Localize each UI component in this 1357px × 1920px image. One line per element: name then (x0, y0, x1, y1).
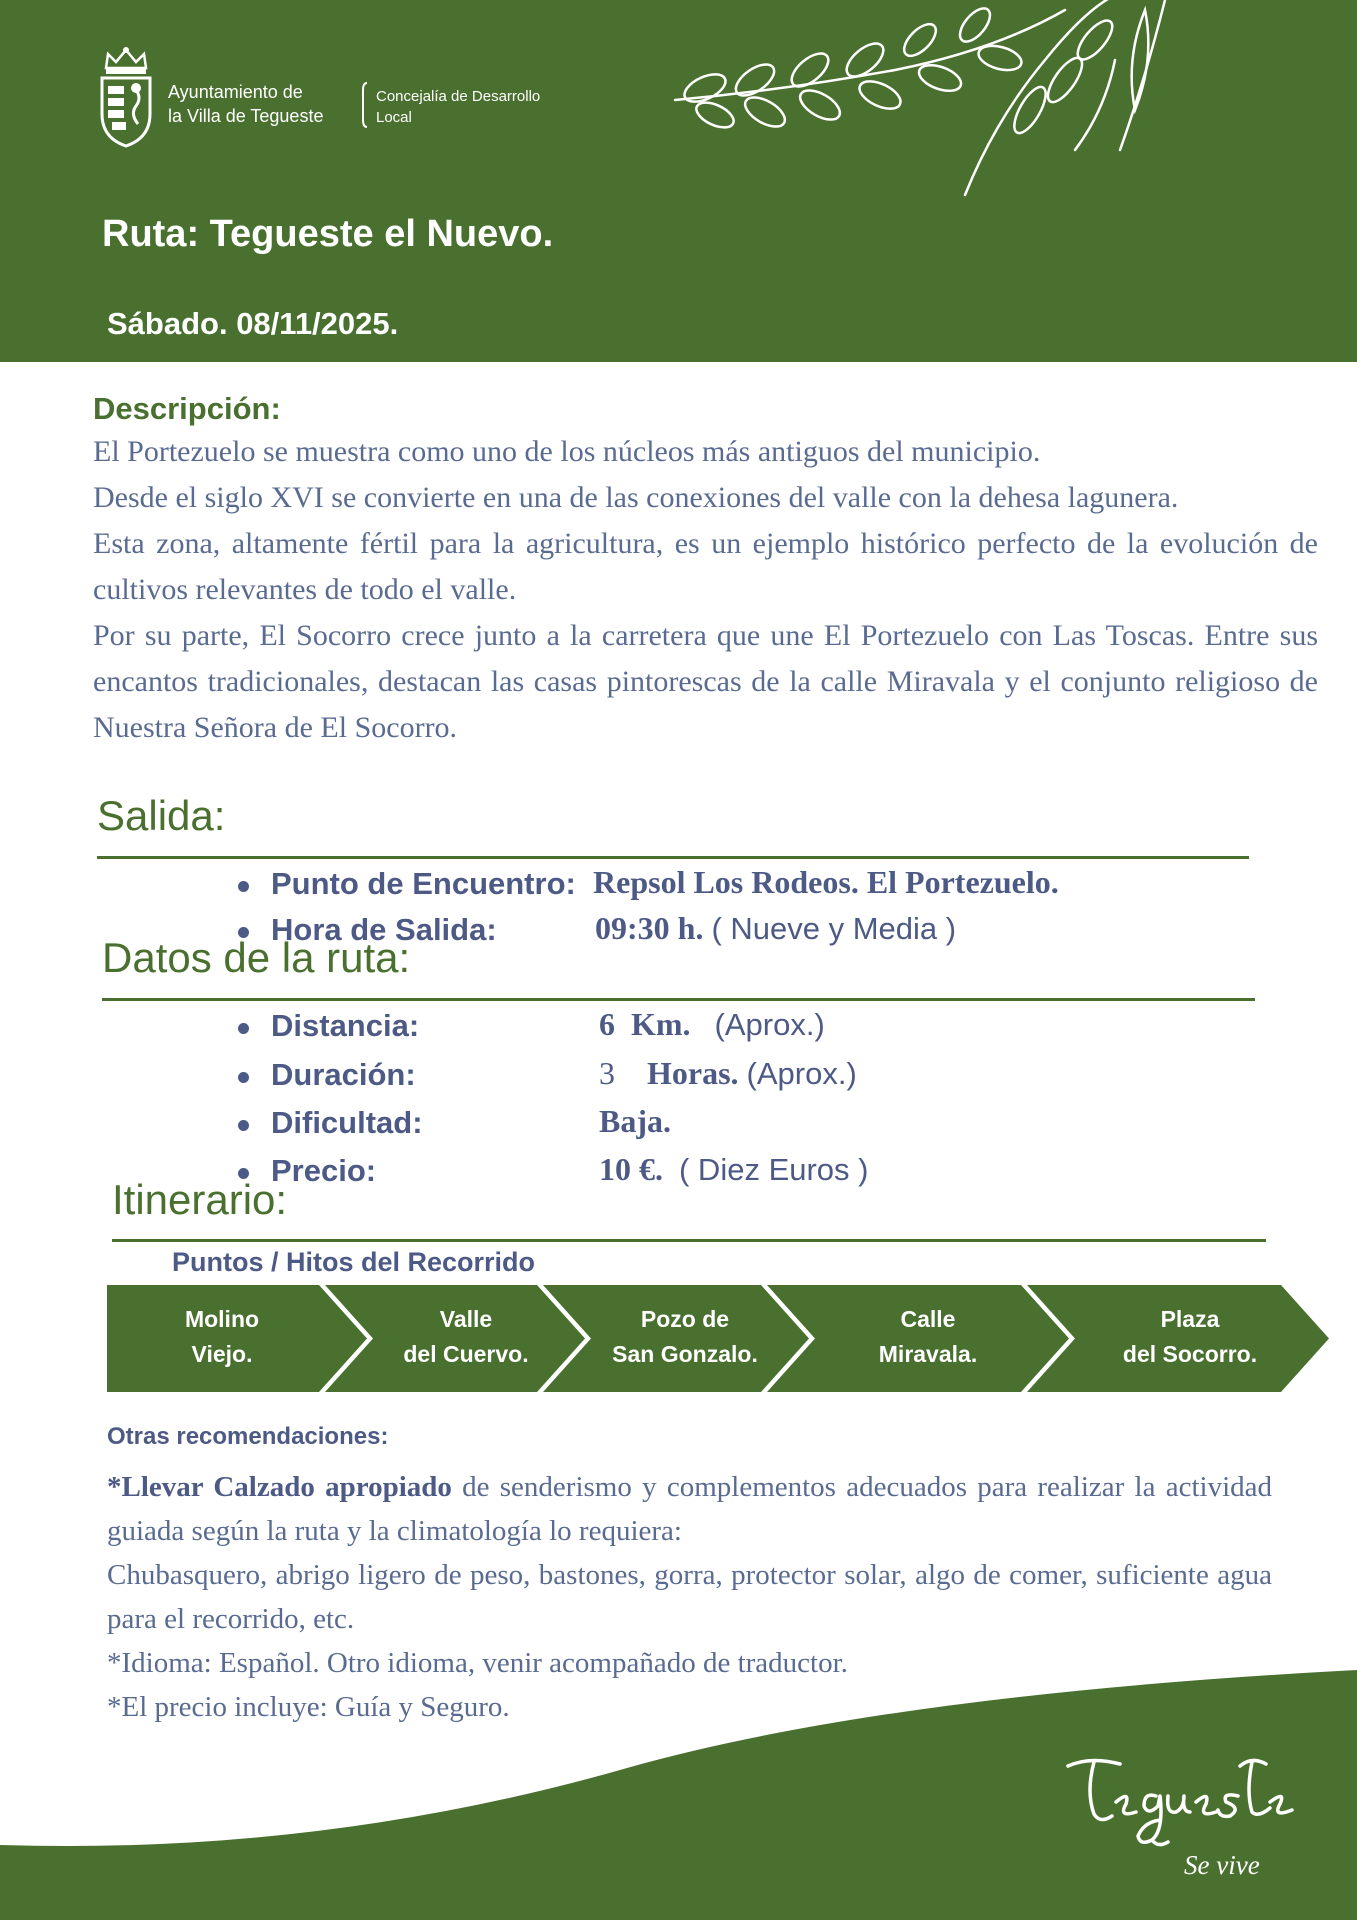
duration-number: 3 (599, 1055, 615, 1091)
coat-of-arms-icon (98, 46, 154, 148)
description-body (93, 429, 1318, 751)
stop-line1: Molino (184, 1306, 260, 1332)
distance-label: Distancia: (271, 1008, 420, 1043)
meeting-point-label: Punto de Encuentro: (271, 866, 576, 901)
price-note: ( Diez Euros ) (679, 1152, 869, 1187)
recommendation-language: *Idioma: Español. Otro idioma, venir acompañado de traductor. (107, 1647, 848, 1679)
price-label: Precio: (271, 1153, 377, 1188)
departure-time-label: Hora de Salida: (271, 912, 497, 947)
departure-time-text: 09:30 h. (595, 910, 704, 946)
stop-line1: Calle (900, 1306, 956, 1332)
stop-line2: del Cuervo. (403, 1341, 529, 1367)
description-paragraph: Desde el siglo XVI se convierte en una de las conexiones del valle con la dehesa lagunera. (93, 481, 1179, 514)
description-paragraph: El Portezuelo se muestra como uno de los núcleos más antiguos del municipio. (93, 435, 1041, 468)
dept-line2: Local (376, 109, 412, 126)
leaf-illustration-icon (665, 0, 1185, 205)
recommendations-heading: Otras recomendaciones: (107, 1423, 389, 1450)
salida-divider (97, 856, 1249, 859)
department-name (376, 86, 540, 128)
org-name-line2: la Villa de Tegueste (168, 106, 324, 126)
stop-line2: Viejo. (191, 1341, 253, 1367)
stop-line2: del Socorro. (1122, 1341, 1258, 1367)
stop-line2: San Gonzalo. (612, 1341, 758, 1367)
stop-line1: Valle (439, 1306, 493, 1332)
departure-time-value (595, 910, 956, 947)
stop-line1: Plaza (1160, 1306, 1220, 1332)
difficulty-value (599, 1103, 671, 1140)
brand-tagline: Se vive (1184, 1850, 1260, 1880)
distance-unit: Km. (631, 1006, 691, 1042)
itinerary-stop-1 (122, 1302, 322, 1372)
org-name-line1: Ayuntamiento de (168, 82, 303, 102)
bullet-icon (238, 1023, 249, 1034)
price-item (238, 1153, 938, 1193)
dept-line1: Concejalía de Desarrollo (376, 88, 541, 105)
tegueste-logo-icon (1060, 1752, 1300, 1852)
meeting-point-value (593, 864, 1059, 901)
distance-number: 6 (599, 1006, 615, 1042)
footwear-emphasis: *Llevar Calzado apropiado (107, 1471, 452, 1503)
itinerary-stop-3 (585, 1302, 785, 1372)
bullet-icon (238, 1120, 249, 1131)
recommendation-price-includes: *El precio incluye: Guía y Seguro. (107, 1691, 510, 1723)
distance-value (599, 1006, 825, 1043)
itinerary-heading: Itinerario: (112, 1176, 288, 1223)
route-title: Ruta: Tegueste el Nuevo. (102, 213, 554, 255)
header-banner (0, 0, 1357, 362)
footwear-text: de senderismo y complementos adecuados para realizar la actividad guiada según la ruta y la climatología lo requiera: (107, 1471, 1272, 1547)
departure-time-note: ( Nueve y Media ) (711, 911, 957, 946)
difficulty-label: Dificultad: (271, 1105, 423, 1140)
recommendation-gear: Chubasquero, abrigo ligero de peso, bastones, gorra, protector solar, algo de comer, suficiente agua para el recorrido, etc. (107, 1559, 1272, 1635)
duration-unit: Horas. (647, 1055, 739, 1091)
stop-line1: Pozo de (640, 1306, 730, 1332)
duration-value (599, 1055, 857, 1092)
route-data-divider (102, 998, 1255, 1001)
route-date: Sábado. 08/11/2025. (107, 306, 399, 341)
recommendation-footwear (107, 1465, 1272, 1553)
price-value (599, 1151, 868, 1188)
bracket-divider (360, 82, 370, 128)
route-data-heading: Datos de la ruta: (102, 934, 411, 981)
duration-label: Duración: (271, 1057, 416, 1092)
itinerary-stop-2 (366, 1302, 566, 1372)
municipality-logo (98, 46, 578, 151)
municipality-name (168, 80, 323, 128)
itinerary-divider (112, 1239, 1266, 1242)
description-paragraph: Esta zona, altamente fértil para la agricultura, es un ejemplo histórico perfecto de la evolución de cultivos relevantes de todo el valle. (93, 527, 1318, 606)
distance-item (238, 1008, 938, 1048)
itinerary-subheading: Puntos / Hitos del Recorrido (172, 1247, 536, 1277)
description-heading: Descripción: (93, 391, 281, 426)
distance-note: (Aprox.) (714, 1007, 825, 1042)
description-paragraph: Por su parte, El Socorro crece junto a la carretera que une El Portezuelo con Las Toscas. Entre sus encantos tradicionales, destacan las casas pintorescas de la calle Miravala y el conjunto religioso de Nuestra Señora de El Socorro. (93, 619, 1318, 744)
itinerary-stop-5 (1090, 1302, 1290, 1372)
meeting-point-text: Repsol Los Rodeos. El Portezuelo. (593, 864, 1059, 900)
tegueste-logo-text: Tegueste (1180, 1850, 1185, 1851)
bullet-icon (238, 1072, 249, 1083)
itinerary-stop-4 (828, 1302, 1028, 1372)
salida-heading: Salida: (97, 792, 226, 839)
difficulty-text: Baja. (599, 1103, 671, 1139)
tegueste-brand-logo (1060, 1752, 1300, 1892)
duration-item (238, 1057, 938, 1097)
price-text: 10 €. (599, 1151, 663, 1187)
stop-line2: Miravala. (878, 1341, 978, 1367)
duration-note: (Aprox.) (746, 1056, 857, 1091)
meeting-point-item (238, 866, 1138, 906)
bullet-icon (238, 881, 249, 892)
difficulty-item (238, 1105, 938, 1145)
